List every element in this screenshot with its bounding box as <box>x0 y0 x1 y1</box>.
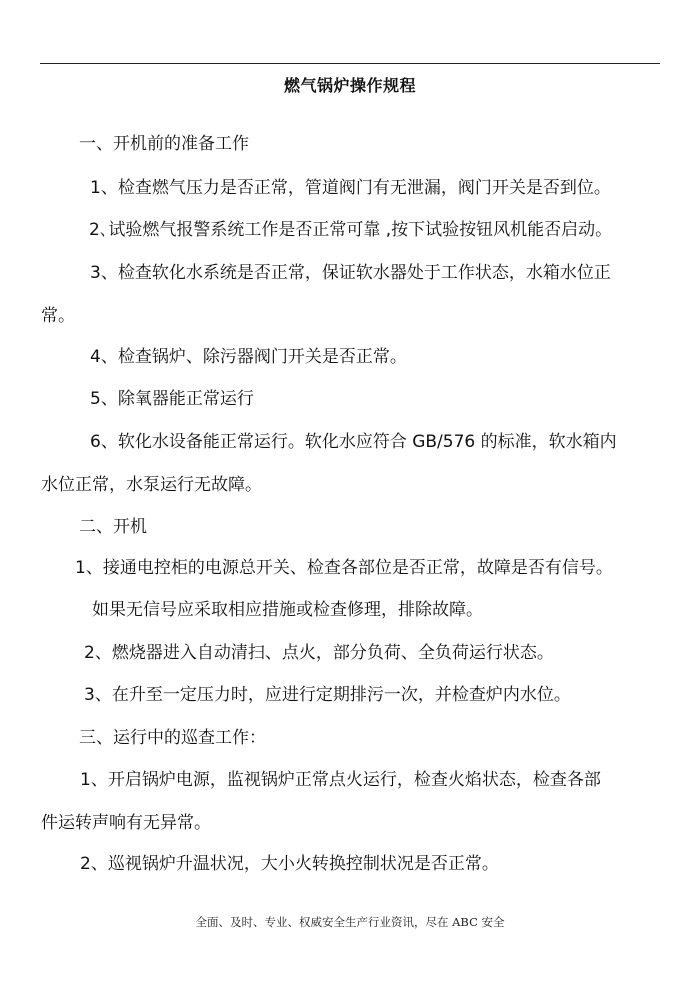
paragraph-line: 1、接通电控柜的电源总开关、检查各部位是否正常，故障是否有信号。 <box>75 558 613 578</box>
paragraph-line: 2、燃烧器进入自动清扫、点火，部分负荷、全负荷运行状态。 <box>84 643 554 663</box>
header-rule <box>40 63 660 64</box>
paragraph-line: 4、检查锅炉、除污器阀门开关是否正常。 <box>90 347 407 367</box>
paragraph-line: 常。 <box>41 306 75 326</box>
paragraph-line: 如果无信号应采取相应措施或检查修理，排除故障。 <box>92 600 483 620</box>
document-title: 燃气锅炉操作规程 <box>283 76 416 95</box>
paragraph-line: 2､试验燃气报警系统工作是否正常可靠 ,按下试验按钮风机能否启动。 <box>89 220 613 240</box>
paragraph-line: 3、在升至一定压力时，应进行定期排污一次，并检查炉内水位。 <box>84 685 571 705</box>
paragraph-line: 件运转声响有无异常。 <box>41 813 211 833</box>
section-heading-2: 二、开机 <box>79 517 147 537</box>
paragraph-line: 1、开启锅炉电源，监视锅炉正常点火运行，检查火焰状态，检查各部 <box>80 770 601 790</box>
section-heading-3: 三、运行中的巡查工作： <box>79 728 266 748</box>
paragraph-line: 5、除氧器能正常运行 <box>90 389 254 409</box>
section-heading-1: 一、开机前的准备工作 <box>79 134 249 154</box>
paragraph-line: 6、软化水设备能正常运行。软化水应符合 GB/576 的标准，软水箱内 <box>90 432 617 452</box>
paragraph-line: 3、检查软化水系统是否正常，保证软水器处于工作状态，水箱水位正 <box>90 263 611 283</box>
paragraph-line: 2、巡视锅炉升温状况，大小火转换控制状况是否正常。 <box>80 854 499 874</box>
page-footer: 全面、及时、专业、权威安全生产行业资讯，尽在 ABC 安全 <box>195 915 505 929</box>
paragraph-line: 水位正常，水泵运行无故障。 <box>41 475 262 495</box>
paragraph-line: 1、检查燃气压力是否正常，管道阀门有无泄漏，阀门开关是否到位。 <box>90 178 611 198</box>
